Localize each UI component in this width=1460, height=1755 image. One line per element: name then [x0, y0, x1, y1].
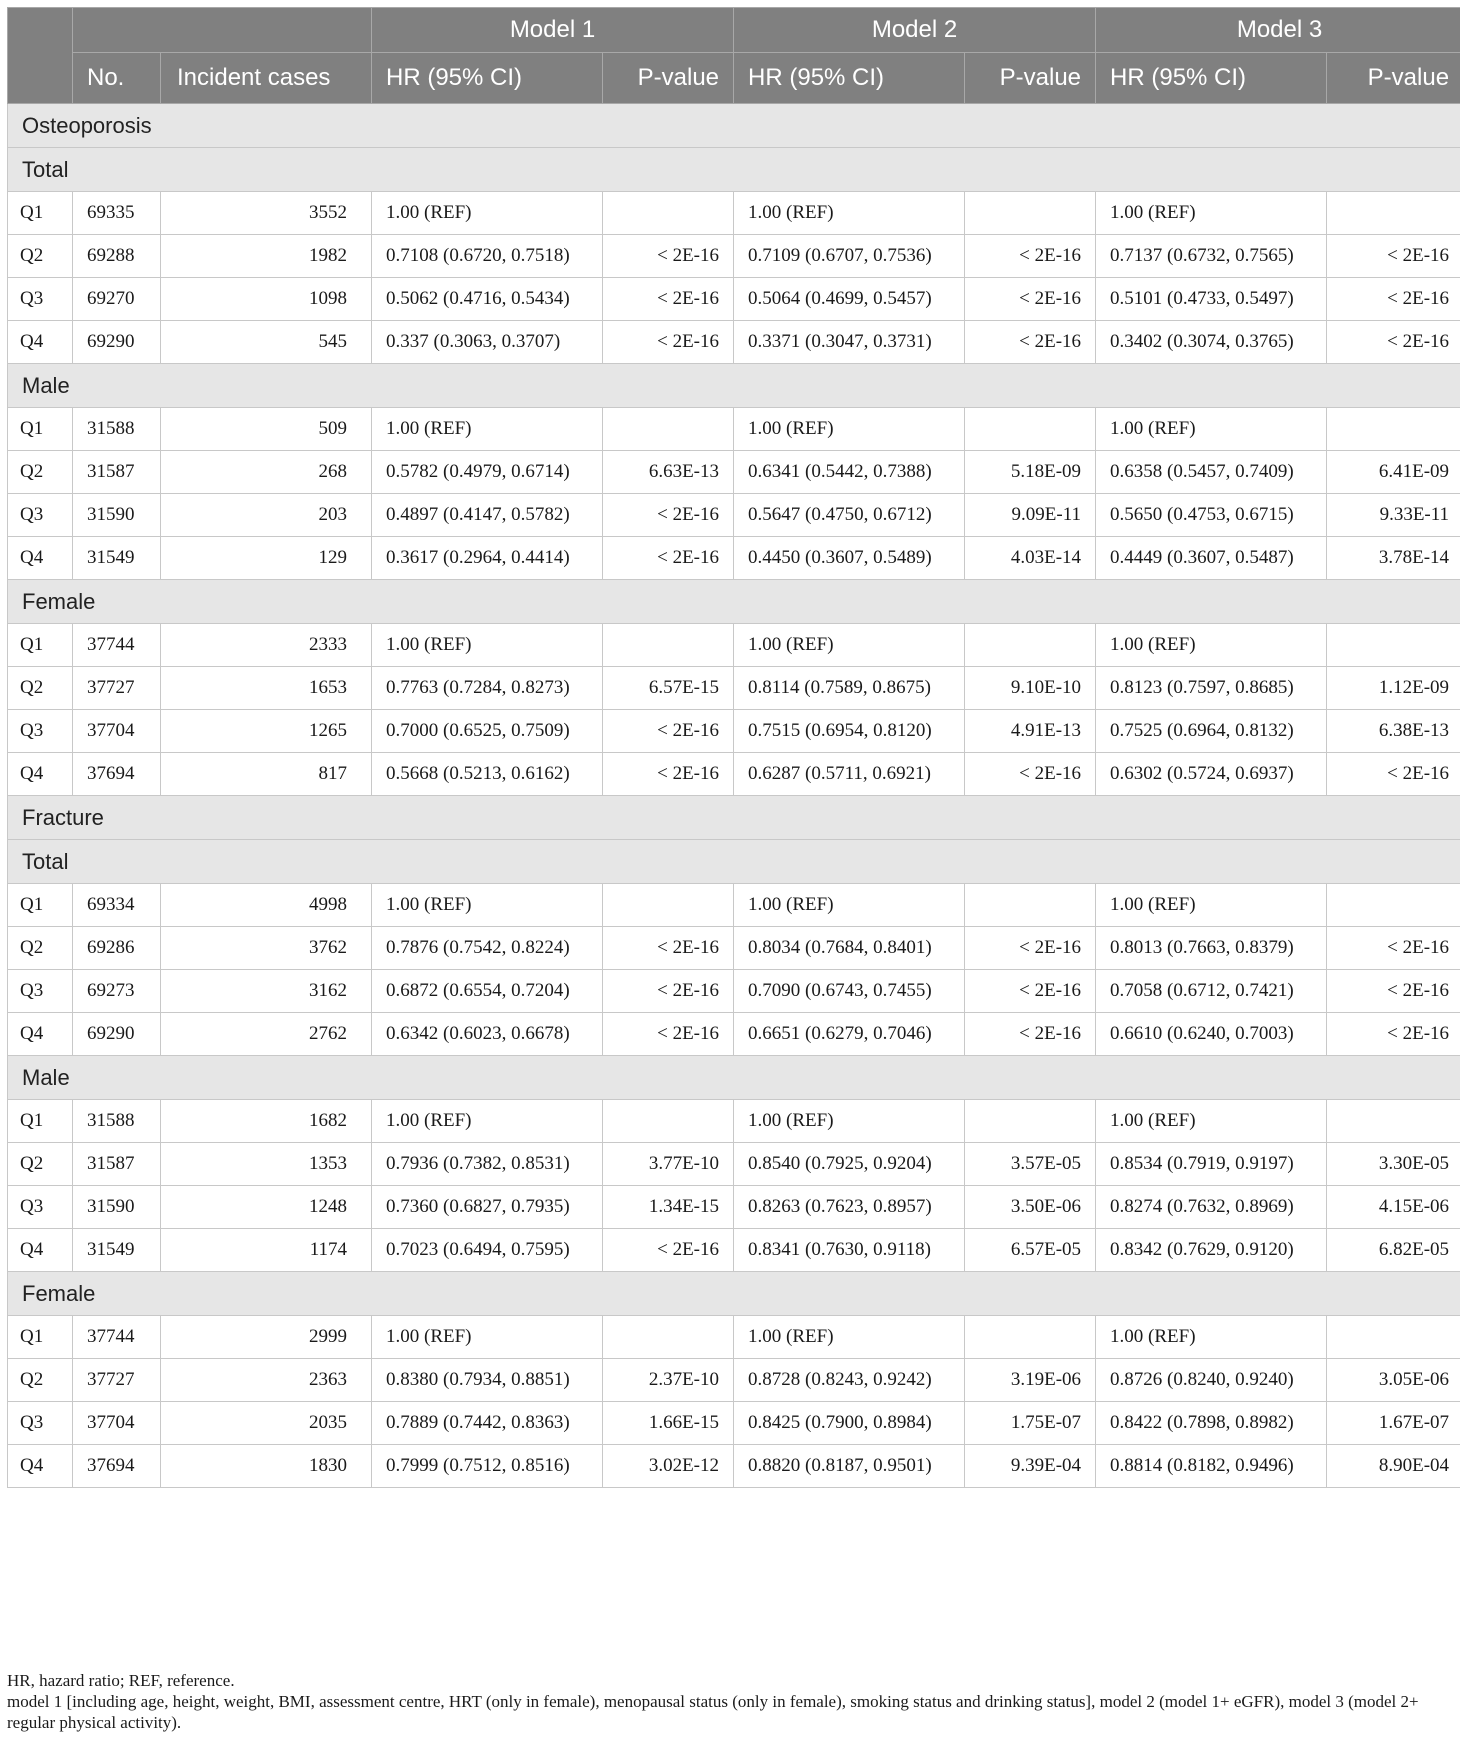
pvalue-model-2-cell — [965, 1316, 1096, 1359]
incident-cases-cell: 2333 — [161, 624, 372, 667]
group-title: Total — [8, 148, 1460, 192]
pvalue-model-3-cell: 1.12E-09 — [1327, 667, 1460, 710]
hr-model-3-cell: 0.6610 (0.6240, 0.7003) — [1096, 1013, 1327, 1056]
section-row — [8, 104, 1460, 148]
pvalue-model-3-cell: < 2E-16 — [1327, 235, 1460, 278]
hr-model-1-cell: 0.3617 (0.2964, 0.4414) — [372, 537, 603, 580]
model-1-header: Model 1 — [372, 8, 734, 53]
pvalue-model-3-cell — [1327, 884, 1460, 927]
quartile-cell: Q3 — [8, 970, 73, 1013]
table-row — [8, 970, 1460, 1013]
hr-model-2-cell: 1.00 (REF) — [734, 1316, 965, 1359]
number-cell: 69290 — [73, 321, 161, 364]
pvalue-model-3-cell: < 2E-16 — [1327, 321, 1460, 364]
number-cell: 31590 — [73, 494, 161, 537]
table-row — [8, 1013, 1460, 1056]
number-cell: 69286 — [73, 927, 161, 970]
col-header-hr-model-3: HR (95% CI) — [1096, 53, 1327, 104]
hr-model-2-cell: 0.8114 (0.7589, 0.8675) — [734, 667, 965, 710]
hr-model-3-cell: 0.5101 (0.4733, 0.5497) — [1096, 278, 1327, 321]
pvalue-model-1-cell: < 2E-16 — [603, 1013, 734, 1056]
quartile-cell: Q2 — [8, 667, 73, 710]
quartile-cell: Q1 — [8, 192, 73, 235]
pvalue-model-2-cell: < 2E-16 — [965, 235, 1096, 278]
incident-cases-cell: 817 — [161, 753, 372, 796]
quartile-cell: Q3 — [8, 710, 73, 753]
number-cell: 69290 — [73, 1013, 161, 1056]
hr-model-2-cell: 0.8034 (0.7684, 0.8401) — [734, 927, 965, 970]
quartile-cell: Q4 — [8, 1445, 73, 1488]
hr-model-2-cell: 0.3371 (0.3047, 0.3731) — [734, 321, 965, 364]
pvalue-model-1-cell: < 2E-16 — [603, 537, 734, 580]
group-row — [8, 840, 1460, 884]
hr-model-1-cell: 0.337 (0.3063, 0.3707) — [372, 321, 603, 364]
pvalue-model-1-cell: < 2E-16 — [603, 235, 734, 278]
hr-model-1-cell: 0.7023 (0.6494, 0.7595) — [372, 1229, 603, 1272]
incident-cases-cell: 509 — [161, 408, 372, 451]
hr-model-3-cell: 0.8342 (0.7629, 0.9120) — [1096, 1229, 1327, 1272]
pvalue-model-3-cell: 4.15E-06 — [1327, 1186, 1460, 1229]
pvalue-model-3-cell: < 2E-16 — [1327, 753, 1460, 796]
table-row — [8, 1316, 1460, 1359]
group-row — [8, 364, 1460, 408]
table-row — [8, 537, 1460, 580]
group-title: Total — [8, 840, 1460, 884]
pvalue-model-3-cell: 8.90E-04 — [1327, 1445, 1460, 1488]
hr-model-3-cell: 0.6302 (0.5724, 0.6937) — [1096, 753, 1327, 796]
section-title: Osteoporosis — [8, 104, 1460, 148]
hr-model-2-cell: 1.00 (REF) — [734, 408, 965, 451]
table-row — [8, 1445, 1460, 1488]
number-cell: 69270 — [73, 278, 161, 321]
results-table-container — [7, 7, 1453, 1488]
hazard-ratio-table — [7, 7, 1460, 1488]
incident-cases-cell: 1248 — [161, 1186, 372, 1229]
pvalue-model-2-cell: 3.50E-06 — [965, 1186, 1096, 1229]
table-header — [8, 8, 1460, 104]
quartile-cell: Q3 — [8, 1186, 73, 1229]
hr-model-1-cell: 1.00 (REF) — [372, 408, 603, 451]
table-row — [8, 1229, 1460, 1272]
hr-model-1-cell: 1.00 (REF) — [372, 1100, 603, 1143]
pvalue-model-1-cell — [603, 1316, 734, 1359]
section-row — [8, 796, 1460, 840]
col-header-pvalue-model-3: P-value — [1327, 53, 1460, 104]
hr-model-2-cell: 1.00 (REF) — [734, 192, 965, 235]
pvalue-model-3-cell — [1327, 1316, 1460, 1359]
hr-model-1-cell: 0.5062 (0.4716, 0.5434) — [372, 278, 603, 321]
table-row — [8, 624, 1460, 667]
pvalue-model-1-cell: < 2E-16 — [603, 494, 734, 537]
number-cell: 69334 — [73, 884, 161, 927]
pvalue-model-1-cell: < 2E-16 — [603, 753, 734, 796]
incident-cases-cell: 1098 — [161, 278, 372, 321]
blank-header-cell — [73, 8, 372, 53]
pvalue-model-2-cell: 4.91E-13 — [965, 710, 1096, 753]
table-footnotes — [7, 1670, 1457, 1733]
table-row — [8, 451, 1460, 494]
hr-model-1-cell: 0.7763 (0.7284, 0.8273) — [372, 667, 603, 710]
table-row — [8, 1100, 1460, 1143]
incident-cases-cell: 3762 — [161, 927, 372, 970]
pvalue-model-2-cell: 3.19E-06 — [965, 1359, 1096, 1402]
footnote-abbreviations: HR, hazard ratio; REF, reference. — [7, 1671, 235, 1690]
quartile-cell: Q2 — [8, 927, 73, 970]
group-row — [8, 580, 1460, 624]
pvalue-model-2-cell: 4.03E-14 — [965, 537, 1096, 580]
number-cell: 37744 — [73, 1316, 161, 1359]
quartile-cell: Q1 — [8, 1316, 73, 1359]
table-row — [8, 321, 1460, 364]
incident-cases-cell: 1353 — [161, 1143, 372, 1186]
hr-model-3-cell: 0.8422 (0.7898, 0.8982) — [1096, 1402, 1327, 1445]
hr-model-3-cell: 0.5650 (0.4753, 0.6715) — [1096, 494, 1327, 537]
group-title: Female — [8, 580, 1460, 624]
hr-model-3-cell: 0.7137 (0.6732, 0.7565) — [1096, 235, 1327, 278]
pvalue-model-2-cell: 1.75E-07 — [965, 1402, 1096, 1445]
number-cell: 37744 — [73, 624, 161, 667]
table-row — [8, 278, 1460, 321]
hr-model-2-cell: 0.7109 (0.6707, 0.7536) — [734, 235, 965, 278]
pvalue-model-1-cell: < 2E-16 — [603, 970, 734, 1013]
table-row — [8, 753, 1460, 796]
quartile-cell: Q4 — [8, 1013, 73, 1056]
hr-model-1-cell: 0.7999 (0.7512, 0.8516) — [372, 1445, 603, 1488]
table-row — [8, 192, 1460, 235]
hr-model-1-cell: 1.00 (REF) — [372, 192, 603, 235]
quartile-cell: Q1 — [8, 1100, 73, 1143]
hr-model-2-cell: 0.5064 (0.4699, 0.5457) — [734, 278, 965, 321]
pvalue-model-1-cell: < 2E-16 — [603, 321, 734, 364]
quartile-cell: Q1 — [8, 624, 73, 667]
hr-model-3-cell: 1.00 (REF) — [1096, 192, 1327, 235]
number-cell: 69288 — [73, 235, 161, 278]
pvalue-model-2-cell: < 2E-16 — [965, 927, 1096, 970]
hr-model-1-cell: 0.6872 (0.6554, 0.7204) — [372, 970, 603, 1013]
quartile-cell: Q4 — [8, 1229, 73, 1272]
pvalue-model-3-cell: 6.41E-09 — [1327, 451, 1460, 494]
group-title: Male — [8, 1056, 1460, 1100]
hr-model-3-cell: 1.00 (REF) — [1096, 408, 1327, 451]
pvalue-model-1-cell: 6.57E-15 — [603, 667, 734, 710]
pvalue-model-2-cell — [965, 624, 1096, 667]
pvalue-model-2-cell: < 2E-16 — [965, 753, 1096, 796]
table-row — [8, 667, 1460, 710]
incident-cases-cell: 1830 — [161, 1445, 372, 1488]
pvalue-model-3-cell — [1327, 408, 1460, 451]
number-cell: 37704 — [73, 1402, 161, 1445]
quartile-cell: Q4 — [8, 753, 73, 796]
hr-model-2-cell: 0.6651 (0.6279, 0.7046) — [734, 1013, 965, 1056]
pvalue-model-2-cell: < 2E-16 — [965, 321, 1096, 364]
pvalue-model-1-cell: 1.34E-15 — [603, 1186, 734, 1229]
number-cell: 37727 — [73, 667, 161, 710]
incident-cases-cell: 1982 — [161, 235, 372, 278]
incident-cases-cell: 2999 — [161, 1316, 372, 1359]
group-title: Female — [8, 1272, 1460, 1316]
table-row — [8, 1186, 1460, 1229]
quartile-cell: Q3 — [8, 1402, 73, 1445]
hr-model-3-cell: 0.8123 (0.7597, 0.8685) — [1096, 667, 1327, 710]
number-cell: 31549 — [73, 537, 161, 580]
section-title: Fracture — [8, 796, 1460, 840]
quartile-cell: Q2 — [8, 451, 73, 494]
number-cell: 31590 — [73, 1186, 161, 1229]
col-header-no: No. — [73, 53, 161, 104]
pvalue-model-3-cell: < 2E-16 — [1327, 1013, 1460, 1056]
pvalue-model-1-cell: 3.02E-12 — [603, 1445, 734, 1488]
pvalue-model-1-cell: 6.63E-13 — [603, 451, 734, 494]
number-cell: 37704 — [73, 710, 161, 753]
pvalue-model-2-cell — [965, 192, 1096, 235]
hr-model-3-cell: 0.7058 (0.6712, 0.7421) — [1096, 970, 1327, 1013]
hr-model-3-cell: 0.6358 (0.5457, 0.7409) — [1096, 451, 1327, 494]
hr-model-1-cell: 1.00 (REF) — [372, 884, 603, 927]
hr-model-3-cell: 0.8726 (0.8240, 0.9240) — [1096, 1359, 1327, 1402]
table-row — [8, 1143, 1460, 1186]
pvalue-model-3-cell: 1.67E-07 — [1327, 1402, 1460, 1445]
pvalue-model-1-cell: < 2E-16 — [603, 278, 734, 321]
hr-model-3-cell: 0.8534 (0.7919, 0.9197) — [1096, 1143, 1327, 1186]
hr-model-2-cell: 1.00 (REF) — [734, 624, 965, 667]
table-row — [8, 710, 1460, 753]
incident-cases-cell: 203 — [161, 494, 372, 537]
hr-model-2-cell: 0.8263 (0.7623, 0.8957) — [734, 1186, 965, 1229]
hr-model-1-cell: 0.7108 (0.6720, 0.7518) — [372, 235, 603, 278]
pvalue-model-1-cell: < 2E-16 — [603, 927, 734, 970]
hr-model-3-cell: 1.00 (REF) — [1096, 1316, 1327, 1359]
quartile-cell: Q1 — [8, 408, 73, 451]
pvalue-model-3-cell: 9.33E-11 — [1327, 494, 1460, 537]
hr-model-2-cell: 1.00 (REF) — [734, 1100, 965, 1143]
incident-cases-cell: 1682 — [161, 1100, 372, 1143]
hr-model-3-cell: 0.3402 (0.3074, 0.3765) — [1096, 321, 1327, 364]
hr-model-1-cell: 1.00 (REF) — [372, 1316, 603, 1359]
quartile-cell: Q2 — [8, 1359, 73, 1402]
pvalue-model-3-cell: 6.38E-13 — [1327, 710, 1460, 753]
pvalue-model-1-cell: < 2E-16 — [603, 710, 734, 753]
table-row — [8, 1402, 1460, 1445]
pvalue-model-1-cell — [603, 884, 734, 927]
pvalue-model-2-cell: < 2E-16 — [965, 1013, 1096, 1056]
pvalue-model-1-cell — [603, 1100, 734, 1143]
pvalue-model-3-cell: 3.78E-14 — [1327, 537, 1460, 580]
quartile-cell: Q2 — [8, 235, 73, 278]
pvalue-model-3-cell: 6.82E-05 — [1327, 1229, 1460, 1272]
pvalue-model-3-cell — [1327, 1100, 1460, 1143]
hr-model-1-cell: 0.7876 (0.7542, 0.8224) — [372, 927, 603, 970]
hr-model-2-cell: 0.6287 (0.5711, 0.6921) — [734, 753, 965, 796]
hr-model-1-cell: 0.5668 (0.5213, 0.6162) — [372, 753, 603, 796]
hr-model-3-cell: 1.00 (REF) — [1096, 1100, 1327, 1143]
incident-cases-cell: 1653 — [161, 667, 372, 710]
incident-cases-cell: 545 — [161, 321, 372, 364]
incident-cases-cell: 3162 — [161, 970, 372, 1013]
hr-model-2-cell: 0.8425 (0.7900, 0.8984) — [734, 1402, 965, 1445]
hr-model-1-cell: 0.7889 (0.7442, 0.8363) — [372, 1402, 603, 1445]
hr-model-1-cell: 0.8380 (0.7934, 0.8851) — [372, 1359, 603, 1402]
incident-cases-cell: 2035 — [161, 1402, 372, 1445]
pvalue-model-2-cell: < 2E-16 — [965, 278, 1096, 321]
hr-model-3-cell: 0.8814 (0.8182, 0.9496) — [1096, 1445, 1327, 1488]
pvalue-model-1-cell — [603, 624, 734, 667]
table-body — [8, 104, 1460, 1488]
pvalue-model-1-cell: 1.66E-15 — [603, 1402, 734, 1445]
quartile-cell: Q3 — [8, 494, 73, 537]
pvalue-model-3-cell: 3.05E-06 — [1327, 1359, 1460, 1402]
pvalue-model-2-cell: 9.10E-10 — [965, 667, 1096, 710]
hr-model-2-cell: 0.8820 (0.8187, 0.9501) — [734, 1445, 965, 1488]
model-3-header: Model 3 — [1096, 8, 1460, 53]
incident-cases-cell: 4998 — [161, 884, 372, 927]
hr-model-3-cell: 1.00 (REF) — [1096, 624, 1327, 667]
number-cell: 37694 — [73, 1445, 161, 1488]
pvalue-model-1-cell: < 2E-16 — [603, 1229, 734, 1272]
col-header-hr-model-1: HR (95% CI) — [372, 53, 603, 104]
hr-model-1-cell: 0.5782 (0.4979, 0.6714) — [372, 451, 603, 494]
model-2-header: Model 2 — [734, 8, 1096, 53]
pvalue-model-3-cell — [1327, 624, 1460, 667]
incident-cases-cell: 2363 — [161, 1359, 372, 1402]
col-header-pvalue-model-2: P-value — [965, 53, 1096, 104]
pvalue-model-2-cell: 9.39E-04 — [965, 1445, 1096, 1488]
number-cell: 69335 — [73, 192, 161, 235]
pvalue-model-2-cell — [965, 884, 1096, 927]
hr-model-2-cell: 0.7090 (0.6743, 0.7455) — [734, 970, 965, 1013]
hr-model-2-cell: 0.4450 (0.3607, 0.5489) — [734, 537, 965, 580]
hr-model-1-cell: 0.7360 (0.6827, 0.7935) — [372, 1186, 603, 1229]
pvalue-model-3-cell: < 2E-16 — [1327, 278, 1460, 321]
group-row — [8, 1272, 1460, 1316]
pvalue-model-2-cell — [965, 1100, 1096, 1143]
table-row — [8, 408, 1460, 451]
quartile-cell: Q4 — [8, 537, 73, 580]
hr-model-2-cell: 1.00 (REF) — [734, 884, 965, 927]
group-row — [8, 148, 1460, 192]
hr-model-2-cell: 0.6341 (0.5442, 0.7388) — [734, 451, 965, 494]
group-title: Male — [8, 364, 1460, 408]
number-cell: 37694 — [73, 753, 161, 796]
incident-cases-cell: 129 — [161, 537, 372, 580]
hr-model-3-cell: 0.7525 (0.6964, 0.8132) — [1096, 710, 1327, 753]
corner-cell — [8, 8, 73, 104]
pvalue-model-2-cell: 6.57E-05 — [965, 1229, 1096, 1272]
hr-model-3-cell: 1.00 (REF) — [1096, 884, 1327, 927]
pvalue-model-2-cell: < 2E-16 — [965, 970, 1096, 1013]
number-cell: 37727 — [73, 1359, 161, 1402]
table-row — [8, 494, 1460, 537]
hr-model-3-cell: 0.8013 (0.7663, 0.8379) — [1096, 927, 1327, 970]
hr-model-1-cell: 0.7000 (0.6525, 0.7509) — [372, 710, 603, 753]
col-header-hr-model-2: HR (95% CI) — [734, 53, 965, 104]
quartile-cell: Q1 — [8, 884, 73, 927]
incident-cases-cell: 3552 — [161, 192, 372, 235]
incident-cases-cell: 268 — [161, 451, 372, 494]
column-header-row — [8, 53, 1460, 104]
footnote-models: model 1 [including age, height, weight, BMI, assessment centre, HRT (only in female), menopausal status (only in female), smoking status and drinking status], model 2 (model 1+ eGFR), model 3 (model 2+ regular physical activity). — [7, 1692, 1419, 1732]
hr-model-3-cell: 0.8274 (0.7632, 0.8969) — [1096, 1186, 1327, 1229]
hr-model-2-cell: 0.5647 (0.4750, 0.6712) — [734, 494, 965, 537]
number-cell: 31588 — [73, 408, 161, 451]
hr-model-1-cell: 0.6342 (0.6023, 0.6678) — [372, 1013, 603, 1056]
number-cell: 69273 — [73, 970, 161, 1013]
pvalue-model-1-cell — [603, 192, 734, 235]
hr-model-2-cell: 0.7515 (0.6954, 0.8120) — [734, 710, 965, 753]
hr-model-2-cell: 0.8728 (0.8243, 0.9242) — [734, 1359, 965, 1402]
incident-cases-cell: 1174 — [161, 1229, 372, 1272]
number-cell: 31588 — [73, 1100, 161, 1143]
hr-model-1-cell: 0.7936 (0.7382, 0.8531) — [372, 1143, 603, 1186]
col-header-pvalue-model-1: P-value — [603, 53, 734, 104]
pvalue-model-3-cell: < 2E-16 — [1327, 970, 1460, 1013]
number-cell: 31587 — [73, 1143, 161, 1186]
hr-model-2-cell: 0.8341 (0.7630, 0.9118) — [734, 1229, 965, 1272]
incident-cases-cell: 2762 — [161, 1013, 372, 1056]
number-cell: 31587 — [73, 451, 161, 494]
pvalue-model-1-cell: 2.37E-10 — [603, 1359, 734, 1402]
pvalue-model-2-cell: 3.57E-05 — [965, 1143, 1096, 1186]
quartile-cell: Q2 — [8, 1143, 73, 1186]
number-cell: 31549 — [73, 1229, 161, 1272]
model-header-row — [8, 8, 1460, 53]
group-row — [8, 1056, 1460, 1100]
pvalue-model-3-cell: 3.30E-05 — [1327, 1143, 1460, 1186]
table-row — [8, 884, 1460, 927]
table-row — [8, 927, 1460, 970]
hr-model-1-cell: 0.4897 (0.4147, 0.5782) — [372, 494, 603, 537]
table-row — [8, 1359, 1460, 1402]
pvalue-model-3-cell — [1327, 192, 1460, 235]
pvalue-model-3-cell: < 2E-16 — [1327, 927, 1460, 970]
pvalue-model-1-cell: 3.77E-10 — [603, 1143, 734, 1186]
quartile-cell: Q3 — [8, 278, 73, 321]
table-row — [8, 235, 1460, 278]
pvalue-model-2-cell: 9.09E-11 — [965, 494, 1096, 537]
pvalue-model-1-cell — [603, 408, 734, 451]
pvalue-model-2-cell: 5.18E-09 — [965, 451, 1096, 494]
col-header-incident-cases: Incident cases — [161, 53, 372, 104]
pvalue-model-2-cell — [965, 408, 1096, 451]
quartile-cell: Q4 — [8, 321, 73, 364]
hr-model-3-cell: 0.4449 (0.3607, 0.5487) — [1096, 537, 1327, 580]
hr-model-2-cell: 0.8540 (0.7925, 0.9204) — [734, 1143, 965, 1186]
hr-model-1-cell: 1.00 (REF) — [372, 624, 603, 667]
incident-cases-cell: 1265 — [161, 710, 372, 753]
